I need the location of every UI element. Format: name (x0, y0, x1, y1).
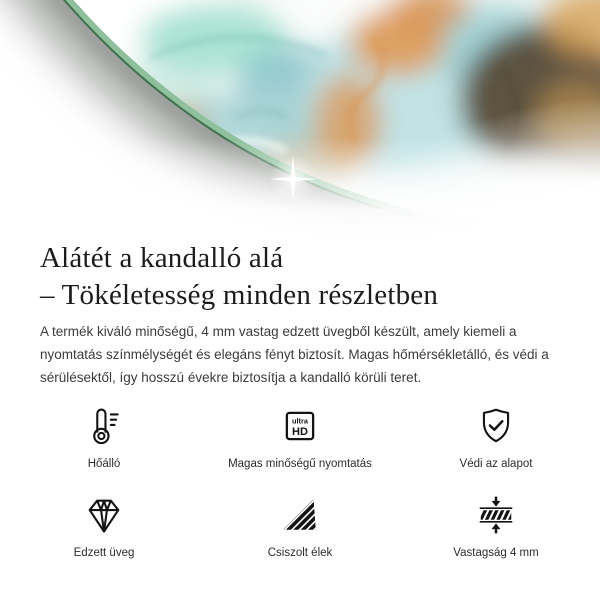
feature-label: Csiszolt élek (267, 547, 333, 559)
thermometer-icon (83, 403, 125, 449)
product-description: A termék kiváló minőségű, 4 mm vastag edzett üvegből készült, amely kiemeli a nyomtatás színmélységét és elegáns fényt biztosít. Magas hőmérsékletálló, és védi a sérülésektől, így hosszú évekre biztosítja a kandalló körüli teret. (40, 324, 549, 385)
feature-label: Hőálló (87, 458, 121, 470)
hero-product-image (0, 0, 600, 238)
sparkle-icon (266, 152, 320, 206)
feature-label: Vastagság 4 mm (453, 547, 539, 559)
feature-grid (0, 403, 600, 561)
feature-polished-edges (202, 492, 398, 561)
page-title (40, 238, 560, 314)
feature-ultra-hd-print (202, 403, 398, 472)
page-title-line2: – Tökéletesség minden részletben (40, 279, 439, 311)
feature-label: Védi az alapot (459, 458, 533, 470)
thickness-icon (475, 492, 517, 538)
diamond-icon (82, 492, 126, 538)
feature-heat-resistant (6, 403, 202, 472)
content-section (0, 238, 600, 389)
page-title-line1: Alátét a kandalló alá (40, 242, 284, 274)
svg-text:ultra: ultra (292, 416, 308, 426)
feature-thickness (398, 492, 594, 561)
ultra-hd-icon (279, 403, 321, 449)
feature-label: Edzett üveg (73, 547, 135, 559)
svg-text:HD: HD (292, 425, 308, 438)
polished-edges-icon (279, 492, 321, 538)
feature-tempered-glass (6, 492, 202, 561)
feature-label: Magas minőségű nyomtatás (228, 458, 372, 470)
feature-protects-base (398, 403, 594, 472)
shield-check-icon (475, 403, 517, 449)
